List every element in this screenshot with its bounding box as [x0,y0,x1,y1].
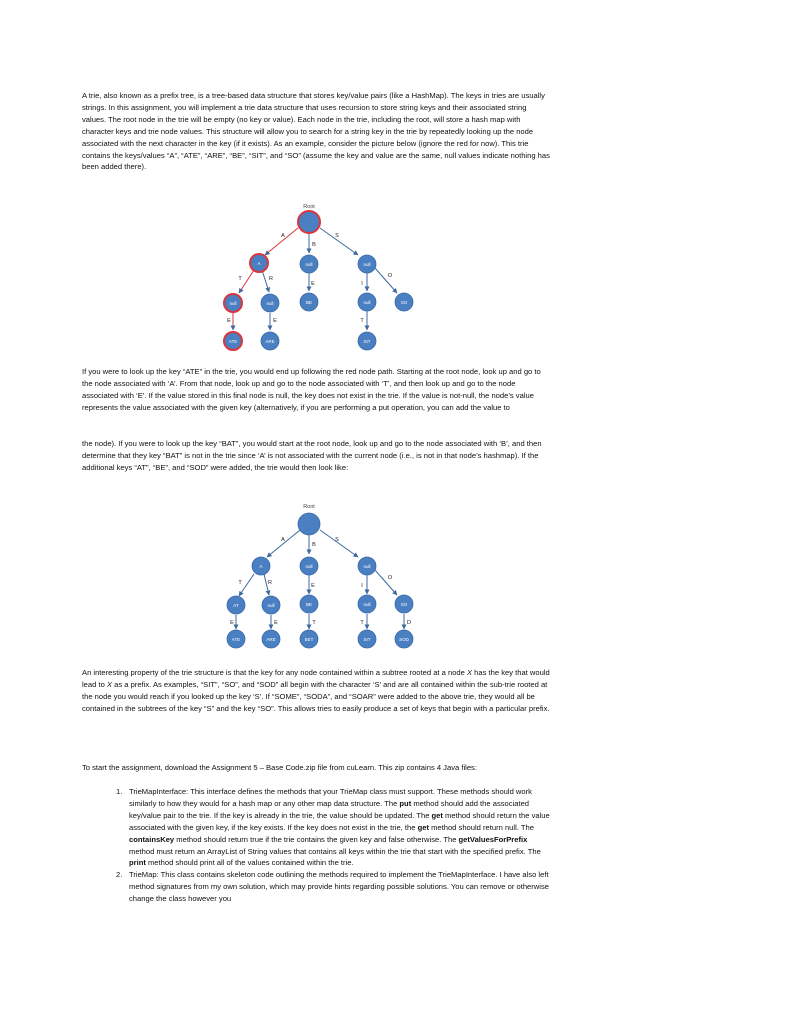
tree1-node-sit-label: SIT [363,339,371,344]
list-item-triemapinterface: 1. TrieMapInterface: This interface defines the methods that your TrieMap class must support. These methods should work similarly to how they would for a hash map or any other map data structure. The put method should add the associated key/value pair to the trie. If the key is already in the trie, the value should be updated. The get method should return the value associated with the given key, if the key exists. If the key does not exist in the trie, the get method should return null. The containsKey method should return true if the trie contains the given key and false otherwise. The getValuesForPrefix method must return an ArrayList of String values that contains all keys within the trie that start with the specified prefix. The print method should print all of the values contained within the trie. [116,787,550,868]
lookup-paragraph-1: If you were to look up the key “ATE” in the trie, you would end up following the red node path. Starting at the root node, look up and go to the node associated with ‘A’. From that node, look up and go to the node associated with ‘T’, and then look up and go to the node associated with ‘E’. If the value stored in this final node is null, the key does not exist in the trie. If the value is not-null, the node’s value represents the value associated with the given key (alternatively, if you are performing a put operation, you can add the value to [82,367,541,412]
tree2-edge-label-b: B [312,542,316,548]
tree2-edge-label-i: I [361,583,363,589]
tree2-node-bet-label: BET [304,637,314,642]
tree1-edge-label-e: E [311,281,315,287]
tree2-edge-label-e: E [311,583,315,589]
tree1-node-are-label: ARE [265,339,275,344]
tree2-node-si-label: null [363,602,371,607]
tree1-edge-label-b: B [312,242,316,248]
tree1-node-so-label: SO [400,300,408,305]
tree1-edge-label-s: S [335,233,339,239]
node-x-italic-2: X [106,679,112,689]
tree2-edge-label-a: A [281,537,285,543]
keyword-put: put [399,798,412,808]
tree2-edge-root-s [320,530,358,557]
list-number-2: 2. [116,870,123,880]
keyword-containskey: containsKey [129,834,175,844]
tree2-node-sit-label: SIT [363,637,371,642]
tree1-edge-label-o: O [387,273,393,279]
list-number-1: 1. [116,787,123,796]
tree2-edge-label-s: S [335,537,339,543]
tree1-root-node [298,211,320,233]
tree1-node-at-label: null [229,301,237,306]
tree1-edge-label-e2: E [227,318,231,324]
tree2-edge-label-t3: T [360,620,364,626]
tree2-edge-label-t: T [238,580,242,586]
tree2-edge-root-a [267,530,300,557]
tree1-edge-root-s [320,228,358,255]
tree1-edge-label-t: T [238,276,242,282]
tree1-node-si-label: null [363,300,371,305]
tree1-edge-label-t2: T [360,318,364,324]
tree1-node-b-label: null [305,262,313,267]
start-paragraph: To start the assignment, download the Assignment 5 – Base Code.zip file from cuLearn. This zip contains 4 Java files: [82,763,477,772]
tree1-edge-s-o [375,268,397,293]
trie-diagram-2 [0,496,789,656]
tree1-node-be-label: BE [305,300,313,305]
tree2-root-label: Root [303,504,315,510]
prefix-property-paragraph: An interesting property of the trie structure is that the key for any node contained within a subtree rooted at a node X has the key that would lead to X as a prefix. As examples, “SIT”, “SO”, and “SOD” all begin with the character ‘S’ and are all contained within the sub-trie rooted at the node you would reach if you looked up the key ‘S’. If “SOME”, “SODA”, and “SOAR” were added to the above trie, they would all be contained in the subtrees of the key “S” and the key “SO”. This allows tries to easily produce a set of keys that begin with a particular prefix. [82,668,550,713]
tree1-node-s-label: null [363,262,371,267]
tree1-edge-label-i: I [361,281,363,287]
lookup-paragraph-2: the node). If you were to look up the key “BAT”, you would start at the root node, look up and go to the node associated with ‘B’, and then determine that they key “BAT” is not in the trie since ‘A’ is not associated with the current node (i.e., is not in that node’s hashmap). If the additional keys “AT”, “BE”, and “SOD” were added, the trie would then look like: [82,439,542,472]
tree2-edge-label-d: D [407,620,411,626]
tree2-node-be-label: BE [305,602,313,607]
tree2-node-sod-label: SOD [399,637,409,642]
tree2-edge-label-e3: E [274,620,278,626]
tree2-edge-label-r: R [268,580,272,586]
intro-paragraph: A trie, also known as a prefix tree, is a tree-based data structure that stores key/value pairs (like a HashMap). The keys in tries are usually strings. In this assignment, you will implement a trie data structure that uses recursion to store string keys and their associated string values. The root node in the trie will be empty (no key or value). Each node in the trie, including the root, will store a hash map with character keys and trie node values. This structure will allow you to search for a string key in the trie by repeatedly looking up the node associated with the next character in the key (if it exists). As an example, consider the picture below (ignore the red for now). This trie contains the keys/values “A”, “ATE”, “ARE”, “BE”, “SIT”, and “SO” (assume the key and value are the same, null values indicate nothing has been added there). [82,91,550,172]
tree2-node-ar-label: null [267,603,275,608]
tree2-edge-label-o: O [387,575,393,581]
tree1-edge-label-r: R [269,276,273,282]
tree1-edge-a-r [262,270,269,292]
tree2-edge-label-t2: T [312,620,316,626]
tree2-node-ate-label: ATE [231,637,241,642]
tree2-node-are-label: ARE [266,637,276,642]
keyword-get: get [431,810,443,820]
tree2-node-so-label: SO [400,602,408,607]
keyword-get-2: get [417,822,429,832]
tree2-node-b-label: null [305,564,313,569]
keyword-getvaluesforprefix: getValuesForPrefix [458,834,528,844]
tree1-edge-label-a: A [281,233,285,239]
tree2-node-a-label: A [259,564,263,569]
list-item-triemap: 2. TrieMap: This class contains skeleton code outlining the methods required to implement the TrieMapInterface. I have also left method signatures from my own solution, which may provide hints regarding possible solutions. You can remove or otherwise change the class however you [116,870,549,904]
keyword-print: print [129,858,146,868]
tree2-edge-s-o [375,570,397,595]
tree2-node-at-label: AT [233,603,239,608]
tree2-root-node [298,513,320,535]
tree1-node-ate-label: ATE [228,339,238,344]
java-files-list [82,786,552,905]
trie-diagram-1 [0,196,789,356]
tree1-node-a-label: A [257,261,261,266]
tree1-edge-label-e3: E [273,318,277,324]
tree2-edge-label-e2: E [230,620,234,626]
tree1-node-ar-label: null [266,301,274,306]
tree1-root-label: Root [303,204,315,210]
node-x-italic: X [466,668,473,677]
tree2-node-s-label: null [363,564,371,569]
